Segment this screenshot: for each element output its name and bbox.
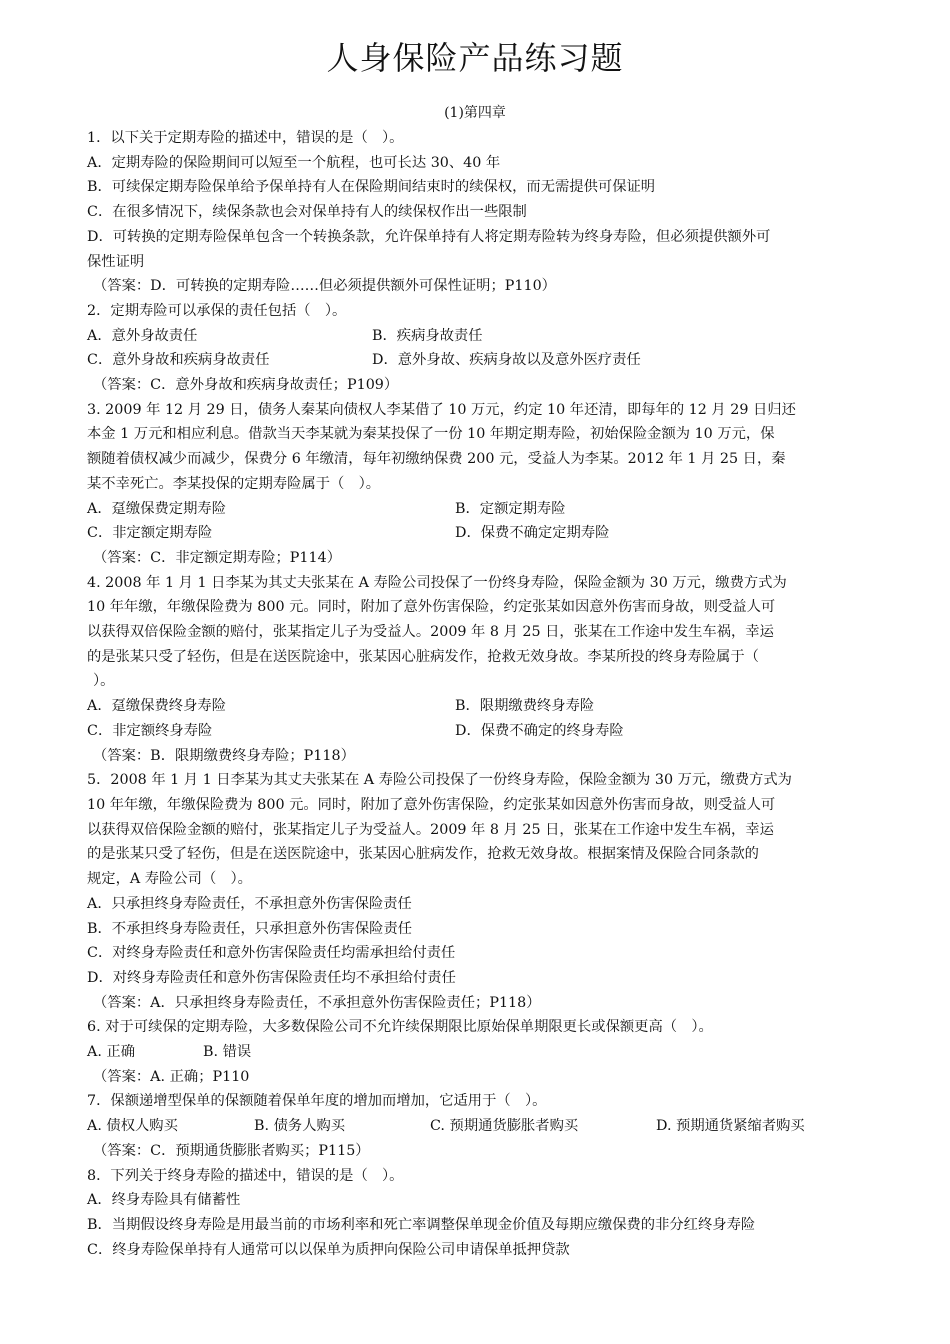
option-a: A．定期寿险的保险期间可以短至一个航程，也可长达 30、40 年 — [87, 154, 501, 171]
options-row — [87, 1114, 879, 1139]
question-stem-line: 某不幸死亡。李某投保的定期寿险属于（ ）。 — [87, 475, 381, 492]
question-3 — [87, 398, 879, 571]
chapter-subtitle: (1)第四章 — [444, 105, 506, 121]
question-stem-line: 以获得双倍保险金额的赔付，张某指定儿子为受益人。2009 年 8 月 25 日，张某在工作途中发生车祸，幸运 — [87, 821, 774, 838]
question-stem-line: 以获得双倍保险金额的赔付，张某指定儿子为受益人。2009 年 8 月 25 日，张某在工作途中发生车祸，幸运 — [87, 624, 774, 641]
option-b: B．当期假设终身寿险是用最当前的市场利率和死亡率调整保单现金价值及每期应缴保费的非分红终身寿险 — [87, 1216, 756, 1233]
answer-note: （答案：B．限期缴费终身寿险；P118） — [93, 747, 355, 764]
question-6 — [87, 1015, 879, 1089]
option-a: A. 债权人购买 — [87, 1118, 178, 1135]
option-d: D．保费不确定的终身寿险 — [455, 722, 624, 739]
option-c: C．意外身故和疾病身故责任 — [87, 352, 270, 369]
options-row — [87, 521, 879, 546]
question-stem-line: 额随着债权减少而减少，保费分 6 年缴清，每年初缴纳保费 200 元，受益人为李某。2012 年 1 月 25 日，秦 — [87, 451, 786, 468]
options-row — [87, 719, 879, 744]
question-stem: 2．定期寿险可以承保的责任包括（ ）。 — [87, 302, 347, 319]
question-2 — [87, 299, 879, 398]
option-d: D．可转换的定期寿险保单包含一个转换条款，允许保单持有人将定期寿险转为终身寿险，但必须提供额外可 — [87, 228, 771, 245]
answer-note: （答案：C．非定额定期寿险；P114） — [93, 549, 342, 566]
option-a: A．意外身故责任 — [87, 327, 198, 344]
question-stem-line: 4. 2008 年 1 月 1 日李某为其丈夫张某在 A 寿险公司投保了一份终身寿险，保险金额为 30 万元，缴费方式为 — [87, 574, 787, 591]
option-d: D．意外身故、疾病身故以及意外医疗责任 — [372, 352, 641, 369]
question-8 — [87, 1164, 879, 1263]
question-stem-line: 5．2008 年 1 月 1 日李某为其丈夫张某在 A 寿险公司投保了一份终身寿险，保险金额为 30 万元，缴费方式为 — [87, 772, 792, 789]
option-c: C．非定额终身寿险 — [87, 722, 213, 739]
option-b: B．不承担终身寿险责任，只承担意外伤害保险责任 — [87, 920, 413, 937]
option-d-continued: 保性证明 — [87, 253, 145, 270]
question-stem-line: 10 年年缴，年缴保险费为 800 元。同时，附加了意外伤害保险，约定张某如因意外伤害而身故，则受益人可 — [87, 796, 776, 813]
option-d: D．保费不确定定期寿险 — [455, 525, 610, 542]
answer-note: （答案：C．意外身故和疾病身故责任；P109） — [93, 377, 399, 394]
question-7 — [87, 1089, 879, 1163]
question-stem: 1．以下关于定期寿险的描述中，错误的是（ ）。 — [87, 130, 404, 146]
question-stem: 8．下列关于终身寿险的描述中，错误的是（ ）。 — [87, 1167, 404, 1184]
option-a: A．只承担终身寿险责任，不承担意外伤害保险责任 — [87, 895, 412, 912]
options-row — [87, 1040, 879, 1065]
question-stem: 6. 对于可续保的定期寿险，大多数保险公司不允许续保期限比原始保单期限更长或保额更高（ ）。 — [87, 1019, 713, 1036]
question-list — [87, 126, 879, 1262]
question-stem: 7．保额递增型保单的保额随着保单年度的增加而增加，它适用于（ ）。 — [87, 1093, 547, 1110]
option-b: B．定额定期寿险 — [455, 500, 566, 517]
option-c: C．非定额定期寿险 — [87, 525, 213, 542]
question-stem-line: 的是张某只受了轻伤，但是在送医院途中，张某因心脏病发作，抢救无效身故。根据案情及保险合同条款的 — [87, 846, 759, 863]
option-c: C. 预期通货膨胀者购买 — [430, 1118, 579, 1135]
options-row — [87, 694, 879, 719]
option-b: B．限期缴费终身寿险 — [455, 698, 595, 715]
question-1 — [87, 126, 879, 299]
option-b: B．可续保定期寿险保单给予保单持有人在保险期间结束时的续保权，而无需提供可保证明 — [87, 179, 656, 196]
question-stem-line: 3. 2009 年 12 月 29 日，债务人秦某向债权人李某借了 10 万元，约定 10 年还清，即每年的 12 月 29 日归还 — [87, 401, 796, 418]
question-stem-line: 本金 1 万元和相应利息。借款当天李某就为秦某投保了一份 10 年期定期寿险，初始保险金额为 10 万元，保 — [87, 426, 775, 443]
question-stem-line: 10 年年缴，年缴保险费为 800 元。同时，附加了意外伤害保险，约定张某如因意外伤害而身故，则受益人可 — [87, 599, 776, 616]
option-c: C．对终身寿险责任和意外伤害保险责任均需承担给付责任 — [87, 945, 456, 962]
page-title: 人身保险产品练习题 — [326, 39, 624, 77]
option-a: A. 正确 — [87, 1044, 136, 1061]
answer-note: （答案：A．只承担终身寿险责任，不承担意外伤害保险责任；P118） — [93, 994, 541, 1011]
options-row — [87, 324, 879, 349]
option-a: A．趸缴保费定期寿险 — [87, 500, 226, 517]
answer-note: （答案：D．可转换的定期寿险……但必须提供额外可保性证明；P110） — [93, 278, 556, 295]
question-stem-line: 的是张某只受了轻伤，但是在送医院途中，张某因心脏病发作，抢救无效身故。李某所投的终身寿险属于（ — [87, 648, 759, 665]
option-b: B. 债务人购买 — [254, 1118, 346, 1135]
option-a: A．趸缴保费终身寿险 — [87, 698, 226, 715]
option-d: D．对终身寿险责任和意外伤害保险责任均不承担给付责任 — [87, 969, 456, 986]
option-c: C．在很多情况下，续保条款也会对保单持有人的续保权作出一些限制 — [87, 204, 527, 221]
option-d: D. 预期通货紧缩者购买 — [656, 1118, 805, 1135]
options-row — [87, 348, 879, 373]
question-stem-line: ）。 — [93, 673, 115, 690]
option-a: A．终身寿险具有储蓄性 — [87, 1192, 241, 1209]
option-b: B．疾病身故责任 — [372, 327, 483, 344]
option-b: B. 错误 — [203, 1044, 252, 1061]
option-c: C．终身寿险保单持有人通常可以以保单为质押向保险公司申请保单抵押贷款 — [87, 1241, 570, 1258]
question-4 — [87, 571, 879, 769]
answer-note: （答案：A. 正确；P110 — [93, 1068, 250, 1085]
options-row — [87, 497, 879, 522]
question-5 — [87, 768, 879, 1015]
question-stem-line: 规定，A 寿险公司（ ）。 — [87, 871, 252, 888]
answer-note: （答案：C．预期通货膨胀者购买；P115） — [93, 1142, 370, 1159]
